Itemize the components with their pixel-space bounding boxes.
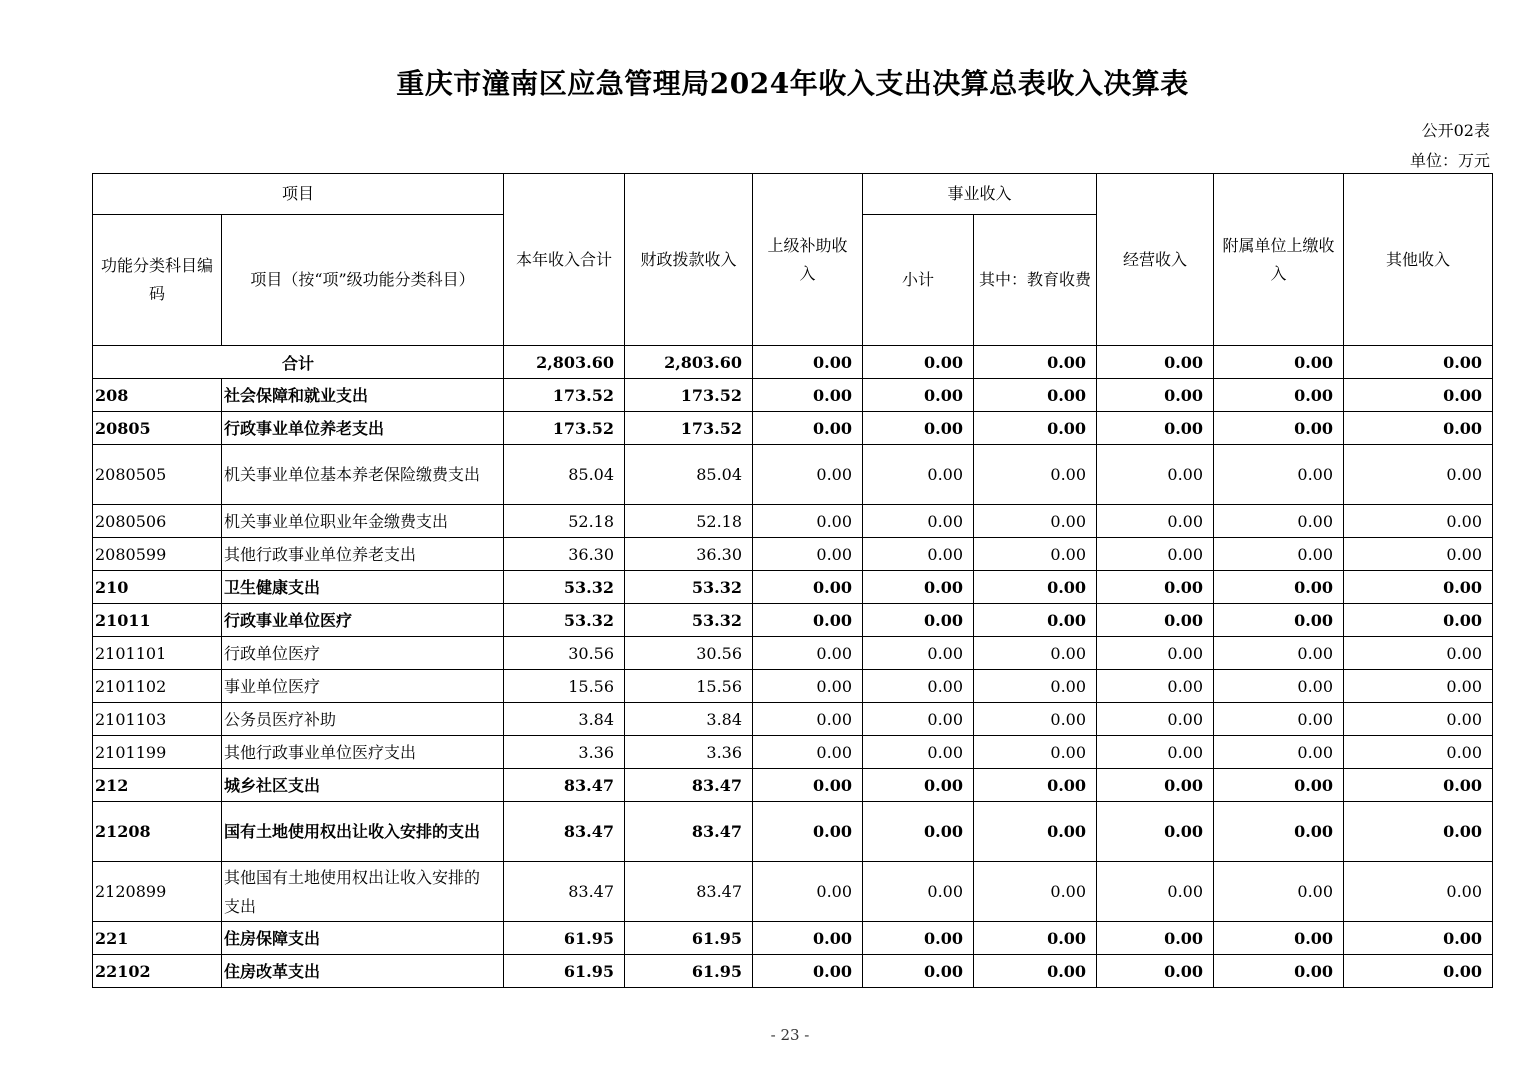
- cell-value: 0.00: [753, 769, 863, 802]
- cell-name: 机关事业单位职业年金缴费支出: [222, 505, 504, 538]
- cell-name: 行政事业单位医疗: [222, 604, 504, 637]
- header-superior: 上级补助收入: [753, 174, 863, 346]
- cell-code: 2120899: [93, 862, 222, 922]
- table-header: [93, 174, 1493, 346]
- cell-value: 0.00: [753, 670, 863, 703]
- header-subtotal: 小计: [863, 215, 974, 346]
- table-row: [93, 538, 1493, 571]
- header-item: 项目: [93, 174, 504, 215]
- cell-value: 0.00: [1214, 637, 1344, 670]
- cell-name: 事业单位医疗: [222, 670, 504, 703]
- cell-value: 0.00: [1344, 604, 1493, 637]
- cell-value: 0.00: [1097, 538, 1214, 571]
- cell-value: 0.00: [1097, 955, 1214, 988]
- cell-value: 0.00: [753, 571, 863, 604]
- cell-value: 0.00: [974, 604, 1097, 637]
- cell-code: 210: [93, 571, 222, 604]
- cell-value: 0.00: [1344, 769, 1493, 802]
- cell-value: 83.47: [625, 862, 753, 922]
- cell-value: 0.00: [863, 802, 974, 862]
- cell-value: 0.00: [863, 571, 974, 604]
- cell-value: 0.00: [863, 955, 974, 988]
- cell-value: 0.00: [1214, 538, 1344, 571]
- cell-value: 0.00: [1097, 412, 1214, 445]
- cell-value: 0.00: [1097, 670, 1214, 703]
- cell-value: 0.00: [974, 379, 1097, 412]
- cell-value: 0.00: [974, 670, 1097, 703]
- cell-name: 行政单位医疗: [222, 637, 504, 670]
- cell-value: 0.00: [1214, 571, 1344, 604]
- cell-value: 3.84: [504, 703, 625, 736]
- cell-value: 0.00: [863, 346, 974, 379]
- cell-value: 0.00: [1214, 862, 1344, 922]
- cell-value: 0.00: [974, 736, 1097, 769]
- cell-value: 0.00: [863, 505, 974, 538]
- cell-value: 0.00: [1214, 604, 1344, 637]
- cell-value: 0.00: [753, 736, 863, 769]
- cell-value: 0.00: [1097, 445, 1214, 505]
- cell-value: 3.36: [625, 736, 753, 769]
- cell-name: 国有土地使用权出让收入安排的支出: [222, 802, 504, 862]
- cell-name: 卫生健康支出: [222, 571, 504, 604]
- header-other: 其他收入: [1344, 174, 1493, 346]
- table-row: [93, 670, 1493, 703]
- cell-value: 61.95: [504, 955, 625, 988]
- cell-value: 53.32: [625, 571, 753, 604]
- cell-value: 61.95: [504, 922, 625, 955]
- cell-value: 0.00: [974, 505, 1097, 538]
- cell-value: 2,803.60: [504, 346, 625, 379]
- cell-value: 173.52: [504, 379, 625, 412]
- cell-value: 0.00: [863, 379, 974, 412]
- header-education: 其中：教育收费: [974, 215, 1097, 346]
- page-number: - 23 -: [770, 1026, 810, 1044]
- cell-value: 0.00: [863, 736, 974, 769]
- cell-value: 0.00: [1344, 412, 1493, 445]
- header-business: 事业收入: [863, 174, 1097, 215]
- cell-value: 0.00: [1214, 505, 1344, 538]
- cell-value: 0.00: [753, 922, 863, 955]
- cell-value: 0.00: [1097, 769, 1214, 802]
- cell-value: 0.00: [1214, 670, 1344, 703]
- cell-value: 0.00: [1214, 769, 1344, 802]
- cell-value: 85.04: [625, 445, 753, 505]
- cell-value: 0.00: [753, 703, 863, 736]
- cell-name: 行政事业单位养老支出: [222, 412, 504, 445]
- cell-value: 0.00: [1344, 379, 1493, 412]
- cell-value: 0.00: [753, 604, 863, 637]
- cell-value: 52.18: [504, 505, 625, 538]
- cell-code: 20805: [93, 412, 222, 445]
- cell-value: 3.84: [625, 703, 753, 736]
- cell-value: 0.00: [1344, 637, 1493, 670]
- cell-value: 15.56: [625, 670, 753, 703]
- cell-value: 0.00: [1344, 802, 1493, 862]
- cell-value: 0.00: [1097, 703, 1214, 736]
- cell-value: 83.47: [504, 769, 625, 802]
- cell-value: 0.00: [974, 538, 1097, 571]
- cell-value: 0.00: [1214, 346, 1344, 379]
- cell-value: 0.00: [1214, 802, 1344, 862]
- cell-code: 2101102: [93, 670, 222, 703]
- cell-code: 2101103: [93, 703, 222, 736]
- cell-value: 0.00: [974, 862, 1097, 922]
- cell-code: 2080505: [93, 445, 222, 505]
- cell-value: 0.00: [863, 637, 974, 670]
- cell-value: 52.18: [625, 505, 753, 538]
- cell-code: 22102: [93, 955, 222, 988]
- cell-value: 0.00: [1344, 571, 1493, 604]
- cell-value: 0.00: [863, 922, 974, 955]
- cell-value: 15.56: [504, 670, 625, 703]
- cell-value: 53.32: [504, 604, 625, 637]
- cell-value: 83.47: [504, 802, 625, 862]
- header-affiliated: 附属单位上缴收入: [1214, 174, 1344, 346]
- cell-value: 0.00: [1097, 802, 1214, 862]
- cell-value: 0.00: [753, 379, 863, 412]
- cell-value: 85.04: [504, 445, 625, 505]
- cell-code: 208: [93, 379, 222, 412]
- table-row: [93, 922, 1493, 955]
- cell-value: 0.00: [753, 862, 863, 922]
- cell-value: 0.00: [1097, 379, 1214, 412]
- cell-value: 0.00: [1214, 736, 1344, 769]
- cell-value: 0.00: [1344, 736, 1493, 769]
- cell-value: 0.00: [863, 703, 974, 736]
- header-operating: 经营收入: [1097, 174, 1214, 346]
- table-row: [93, 955, 1493, 988]
- income-table: [92, 173, 1493, 988]
- cell-name: 城乡社区支出: [222, 769, 504, 802]
- table-body: [93, 346, 1493, 988]
- cell-value: 0.00: [753, 637, 863, 670]
- table-row: [93, 703, 1493, 736]
- cell-value: 0.00: [974, 955, 1097, 988]
- cell-value: 0.00: [1097, 604, 1214, 637]
- cell-name: 住房改革支出: [222, 955, 504, 988]
- cell-value: 0.00: [1097, 505, 1214, 538]
- cell-value: 0.00: [753, 802, 863, 862]
- cell-name: 社会保障和就业支出: [222, 379, 504, 412]
- cell-value: 0.00: [1344, 445, 1493, 505]
- cell-value: 0.00: [1097, 637, 1214, 670]
- cell-value: 83.47: [625, 769, 753, 802]
- table-row: [93, 604, 1493, 637]
- cell-code: 21011: [93, 604, 222, 637]
- header-fiscal: 财政拨款收入: [625, 174, 753, 346]
- cell-value: 0.00: [1097, 922, 1214, 955]
- cell-value: 173.52: [625, 412, 753, 445]
- cell-value: 0.00: [974, 802, 1097, 862]
- cell-value: 173.52: [504, 412, 625, 445]
- cell-value: 0.00: [753, 445, 863, 505]
- cell-value: 0.00: [863, 670, 974, 703]
- table-row: [93, 637, 1493, 670]
- cell-value: 53.32: [504, 571, 625, 604]
- cell-value: 0.00: [1344, 538, 1493, 571]
- cell-name: 其他行政事业单位养老支出: [222, 538, 504, 571]
- table-row: [93, 736, 1493, 769]
- cell-code: 212: [93, 769, 222, 802]
- header-name: 项目（按“项”级功能分类科目）: [222, 215, 504, 346]
- table-row: [93, 571, 1493, 604]
- cell-value: 0.00: [753, 538, 863, 571]
- cell-code: 2101101: [93, 637, 222, 670]
- cell-code: 2101199: [93, 736, 222, 769]
- table-row: [93, 769, 1493, 802]
- cell-value: 0.00: [1214, 955, 1344, 988]
- table-row: [93, 802, 1493, 862]
- cell-name: 住房保障支出: [222, 922, 504, 955]
- cell-value: 0.00: [863, 862, 974, 922]
- cell-value: 0.00: [974, 346, 1097, 379]
- cell-value: 0.00: [1214, 379, 1344, 412]
- unit-label: 单位：万元: [1409, 151, 1490, 170]
- total-row: [93, 346, 1493, 379]
- cell-value: 173.52: [625, 379, 753, 412]
- cell-value: 0.00: [1344, 505, 1493, 538]
- cell-value: 0.00: [753, 505, 863, 538]
- cell-value: 0.00: [974, 571, 1097, 604]
- cell-value: 0.00: [1344, 922, 1493, 955]
- cell-value: 0.00: [1097, 736, 1214, 769]
- cell-value: 0.00: [863, 769, 974, 802]
- cell-value: 0.00: [863, 412, 974, 445]
- cell-value: 0.00: [1344, 346, 1493, 379]
- cell-value: 61.95: [625, 922, 753, 955]
- cell-value: 0.00: [1344, 670, 1493, 703]
- cell-value: 2,803.60: [625, 346, 753, 379]
- cell-value: 0.00: [1344, 955, 1493, 988]
- cell-name: 其他行政事业单位医疗支出: [222, 736, 504, 769]
- cell-value: 0.00: [974, 412, 1097, 445]
- total-label: 合计: [93, 346, 504, 379]
- cell-name: 其他国有土地使用权出让收入安排的支出: [222, 862, 504, 922]
- cell-code: 21208: [93, 802, 222, 862]
- cell-value: 61.95: [625, 955, 753, 988]
- cell-value: 0.00: [753, 412, 863, 445]
- table-row: [93, 412, 1493, 445]
- cell-value: 0.00: [974, 769, 1097, 802]
- page-title: 重庆市潼南区应急管理局2024年收入支出决算总表收入决算表: [396, 67, 1189, 100]
- table-row: [93, 862, 1493, 922]
- cell-value: 30.56: [504, 637, 625, 670]
- cell-name: 机关事业单位基本养老保险缴费支出: [222, 445, 504, 505]
- cell-value: 0.00: [1344, 703, 1493, 736]
- table-row: [93, 505, 1493, 538]
- cell-value: 0.00: [1344, 862, 1493, 922]
- header-total: 本年收入合计: [504, 174, 625, 346]
- cell-value: 0.00: [1214, 412, 1344, 445]
- cell-value: 0.00: [1214, 703, 1344, 736]
- cell-value: 0.00: [863, 538, 974, 571]
- cell-value: 0.00: [753, 955, 863, 988]
- cell-value: 53.32: [625, 604, 753, 637]
- header-code: 功能分类科目编码: [93, 215, 222, 346]
- cell-value: 0.00: [863, 445, 974, 505]
- cell-value: 0.00: [974, 445, 1097, 505]
- table-number: 公开02表: [1421, 121, 1490, 140]
- cell-value: 0.00: [974, 703, 1097, 736]
- cell-value: 0.00: [974, 637, 1097, 670]
- cell-value: 3.36: [504, 736, 625, 769]
- cell-value: 0.00: [1214, 922, 1344, 955]
- cell-value: 36.30: [504, 538, 625, 571]
- cell-value: 0.00: [863, 604, 974, 637]
- cell-value: 0.00: [1097, 571, 1214, 604]
- cell-value: 0.00: [974, 922, 1097, 955]
- cell-value: 0.00: [1214, 445, 1344, 505]
- cell-value: 83.47: [504, 862, 625, 922]
- cell-value: 0.00: [753, 346, 863, 379]
- cell-value: 36.30: [625, 538, 753, 571]
- cell-value: 0.00: [1097, 862, 1214, 922]
- table-row: [93, 379, 1493, 412]
- cell-name: 公务员医疗补助: [222, 703, 504, 736]
- cell-code: 2080599: [93, 538, 222, 571]
- cell-value: 0.00: [1097, 346, 1214, 379]
- cell-value: 30.56: [625, 637, 753, 670]
- cell-value: 83.47: [625, 802, 753, 862]
- table-row: [93, 445, 1493, 505]
- cell-code: 221: [93, 922, 222, 955]
- cell-code: 2080506: [93, 505, 222, 538]
